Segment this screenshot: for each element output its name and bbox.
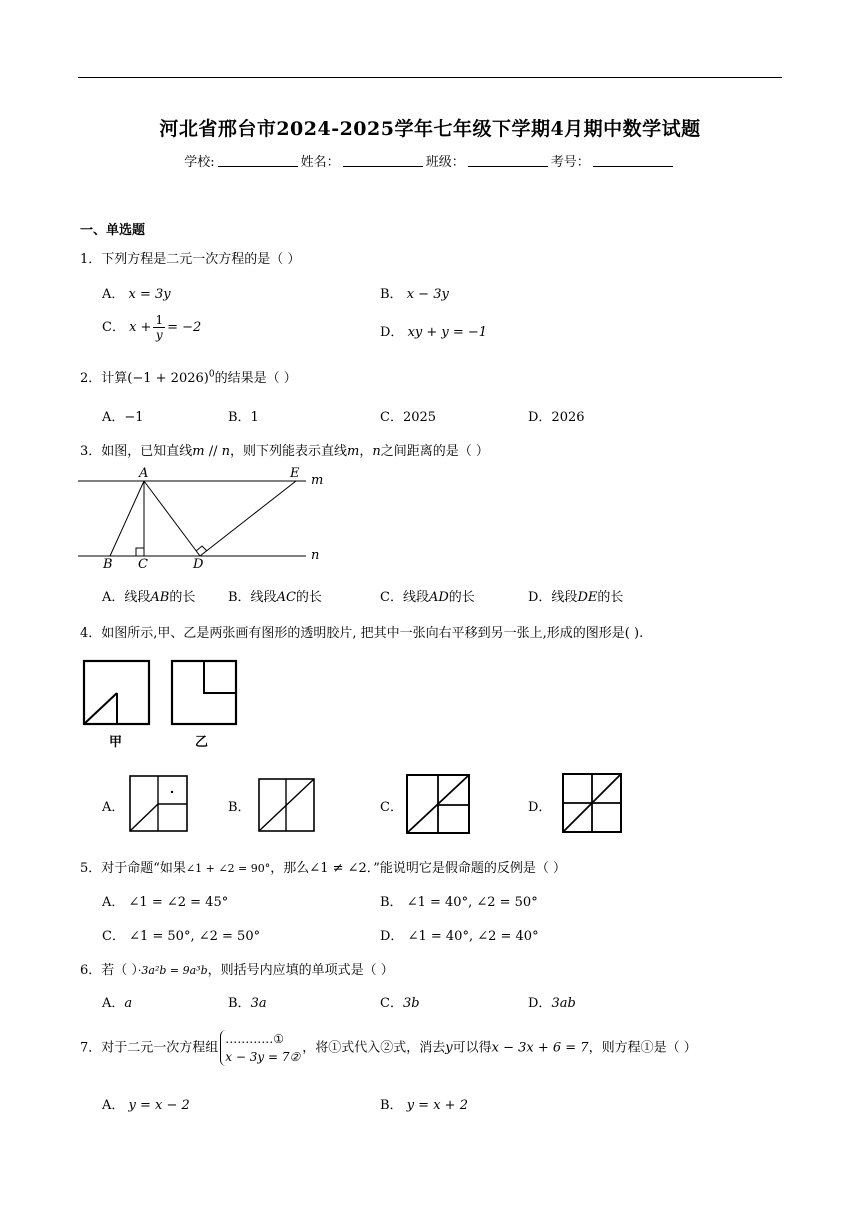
- page-title: 河北省邢台市2024-2025学年七年级下学期4月期中数学试题: [159, 118, 701, 140]
- q7-option-b: B． y = x + 2: [380, 1098, 468, 1113]
- q3-option-c: C．线段AD的长: [380, 590, 475, 605]
- q1-option-d: D． xy + y = −1: [380, 325, 488, 340]
- q3-option-d: D．线段DE的长: [528, 590, 624, 605]
- q3-option-b: B．线段AC的长: [228, 590, 322, 605]
- question-5-stem: 5．对于命题“如果∠1 + ∠2 = 90°，那么∠1 ≠ ∠2．”能说明它是假命题的反例是（ ）: [80, 861, 567, 876]
- label-b: B: [103, 557, 113, 572]
- question-3-stem: 3．如图，已知直线m // n，则下列能表示直线m，n之间距离的是（ ）: [80, 444, 489, 459]
- q4-option-a: A．: [102, 800, 125, 815]
- q6-option-d: D．3ab: [528, 996, 576, 1011]
- equation-system: …………① x − 3y = 7②: [220, 1030, 300, 1066]
- question-7-stem: 7．对于二元一次方程组 …………① x − 3y = 7② ，将①式代入②式，消去y可以得x − 3x + 6 = 7，则方程①是（ ）: [80, 1032, 697, 1064]
- class-label: 班级：: [425, 155, 465, 170]
- question-6-stem: 6．若（ ）·3a²b = 9a³b，则括号内应填的单项式是（ ）: [80, 963, 394, 978]
- label-m: m: [311, 473, 324, 488]
- q6-option-c: C．3b: [380, 996, 420, 1011]
- q2-option-d: D．2026: [528, 410, 585, 425]
- jia-diagonal: [84, 693, 117, 724]
- label-n: n: [311, 548, 320, 563]
- label-yi: 乙: [195, 735, 209, 750]
- label-a: A: [139, 466, 149, 481]
- section-title: 一、单选题: [80, 223, 146, 238]
- q5-option-d: D． ∠1 = 40°, ∠2 = 40°: [380, 929, 539, 944]
- q1-option-a: A． x = 3y: [102, 287, 171, 302]
- q5-option-a: A． ∠1 = ∠2 = 45°: [102, 895, 229, 910]
- question-4-stem: 4．如图所示,甲、乙是两张画有图形的透明胶片, 把其中一张向右平移到另一张上,形成的图形是( ).: [80, 626, 644, 641]
- fraction: $\frac{1}{y}$: [155, 313, 164, 342]
- q2-option-b: B．1: [228, 410, 259, 425]
- q6-option-b: B．3a: [228, 996, 267, 1011]
- q4-option-d: D．: [528, 800, 552, 815]
- q1-option-c: C． x + $\frac{1}{y}$ = −2: [102, 313, 202, 342]
- q4-option-c: C．: [380, 800, 403, 815]
- label-c: C: [138, 557, 148, 572]
- label-d: D: [193, 557, 204, 572]
- q2-option-a: A．−1: [102, 410, 144, 425]
- exam-no-label: 考号：: [550, 155, 590, 170]
- q3-option-a: A．线段AB的长: [102, 590, 196, 605]
- label-jia: 甲: [109, 735, 123, 750]
- q5-option-c: C． ∠1 = 50°, ∠2 = 50°: [102, 929, 261, 944]
- q6-option-a: A．a: [102, 996, 133, 1011]
- yi-inner-square: [204, 661, 236, 693]
- question-2-stem: 2．计算$(-1 + 2026)^0$的结果是（ ）: [80, 369, 297, 386]
- question-1-stem: 1．下列方程是二元一次方程的是（ ）: [80, 252, 301, 267]
- q7-option-a: A． y = x − 2: [102, 1098, 190, 1113]
- label-e: E: [290, 466, 300, 481]
- q5-option-b: B． ∠1 = 40°, ∠2 = 50°: [380, 895, 538, 910]
- name-label: 姓名：: [300, 155, 340, 170]
- q2-option-c: C．2025: [380, 410, 437, 425]
- q4-option-b: B．: [228, 800, 251, 815]
- school-label: 学校:: [184, 155, 215, 170]
- q1-option-b: B． x − 3y: [380, 287, 449, 302]
